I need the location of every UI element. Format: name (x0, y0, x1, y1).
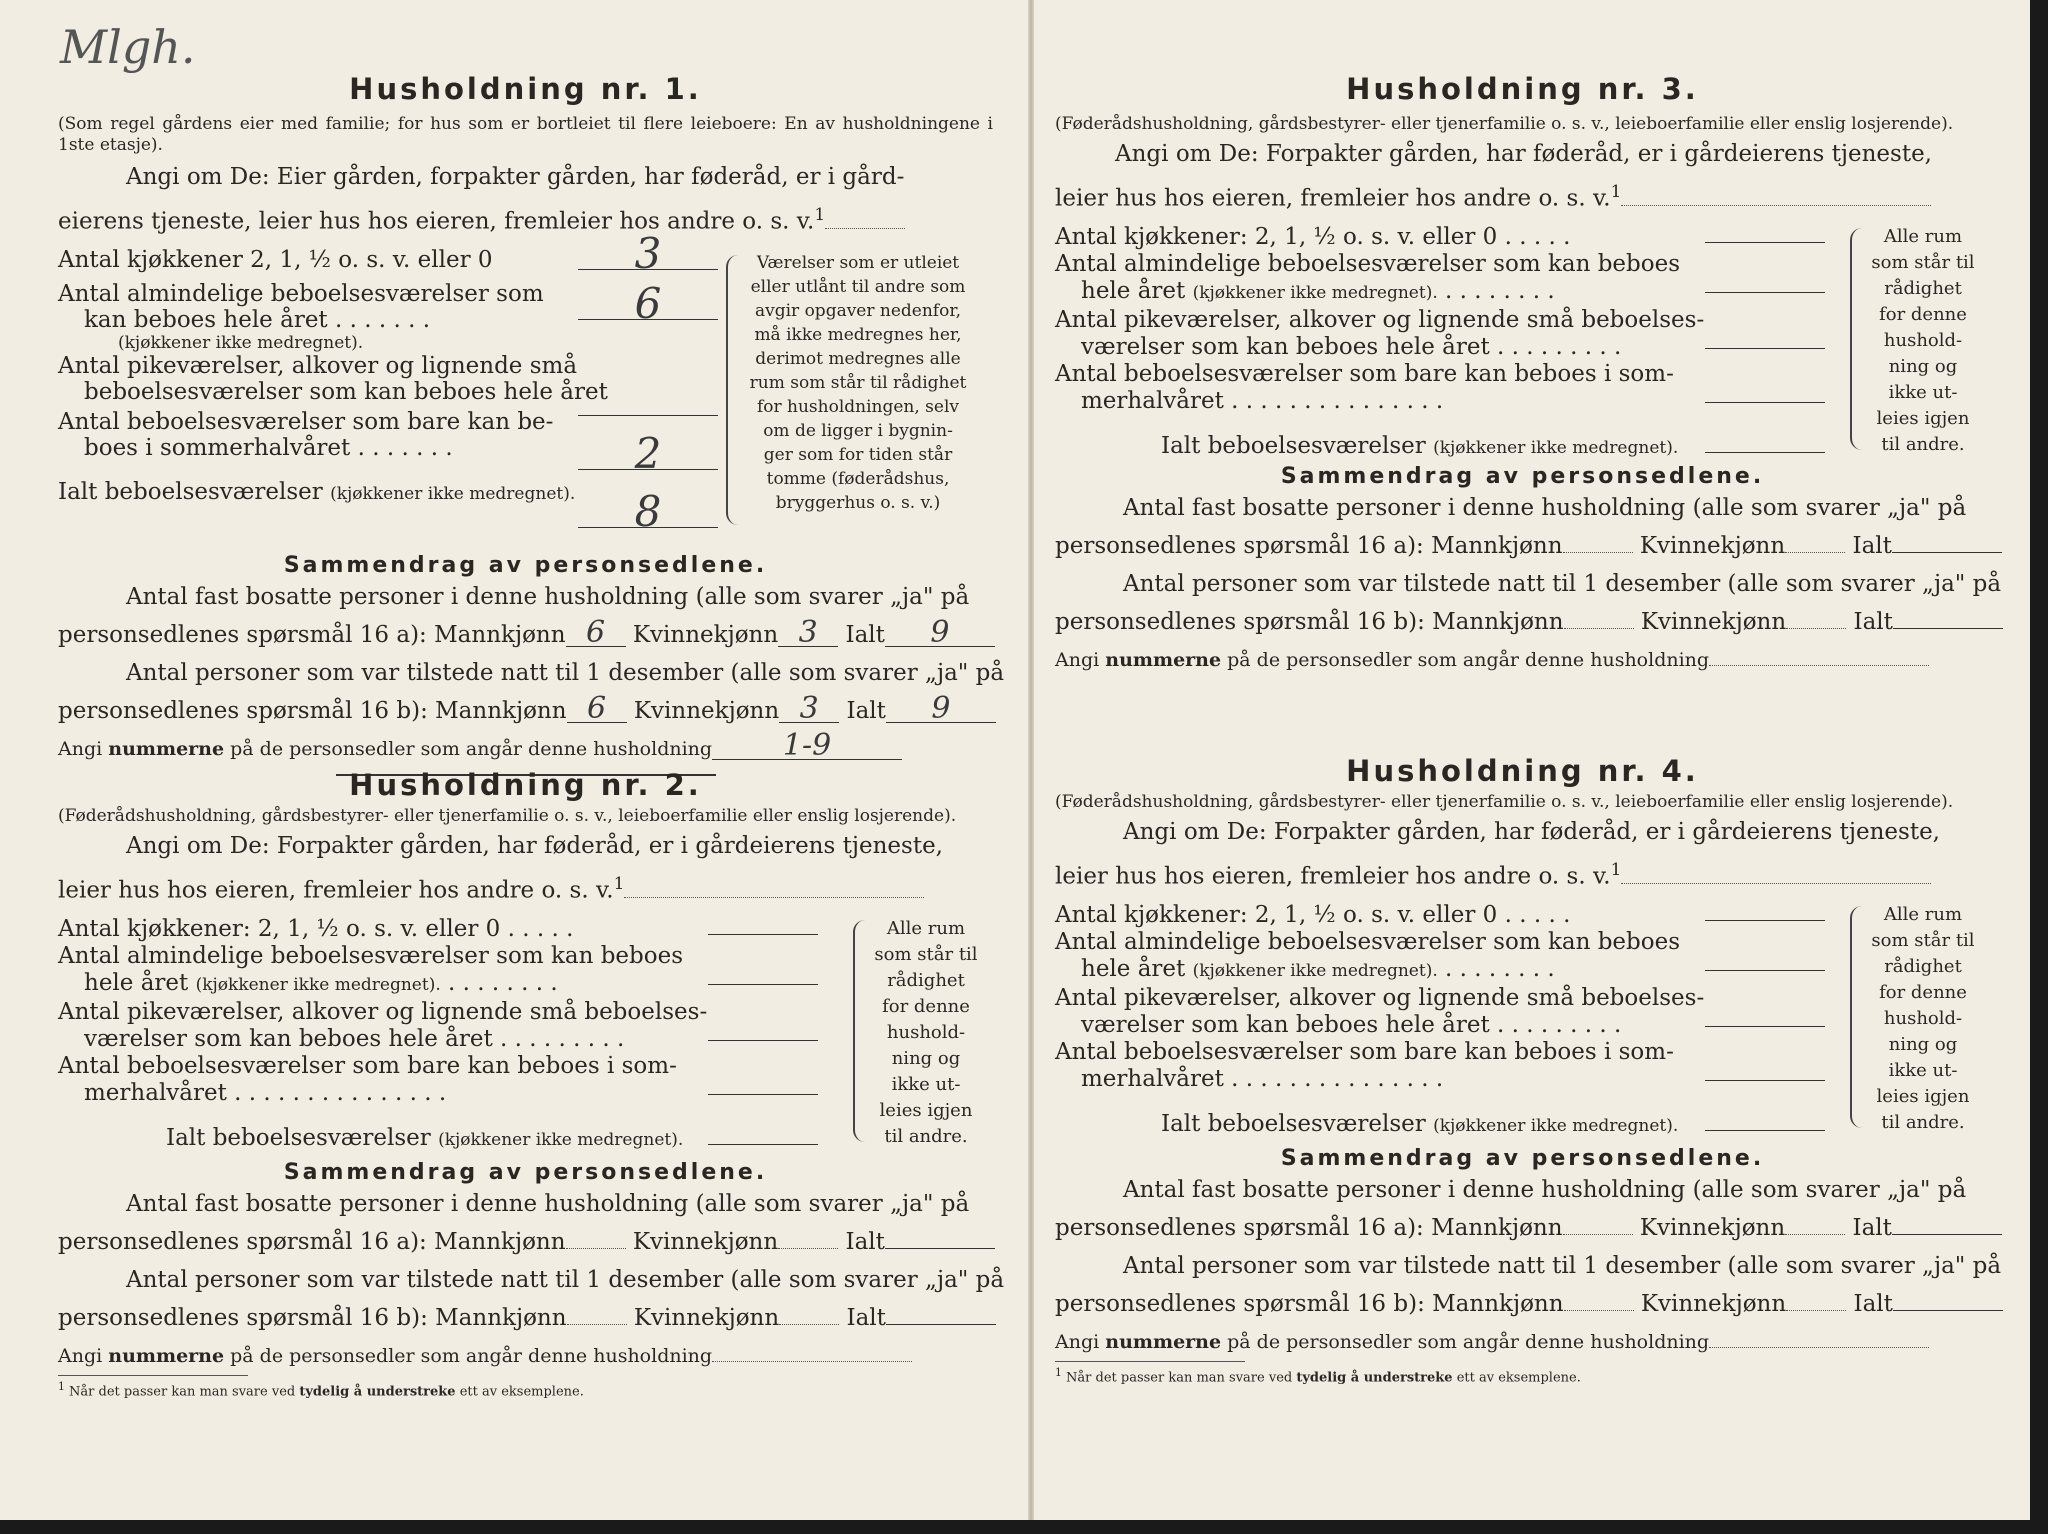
household-2-rooms-b-value[interactable] (708, 1020, 818, 1041)
household-3-a-total[interactable] (1892, 532, 2002, 553)
household-2-kitchens-value[interactable] (708, 914, 818, 935)
household-4-rooms-c-value[interactable] (1705, 1060, 1825, 1081)
household-1-total-value[interactable]: 8 (578, 497, 718, 528)
household-1-title: Husholdning nr. 1. (349, 72, 702, 106)
household-3-total-value[interactable] (1705, 432, 1825, 453)
household-2-side-note: Alle rum som står til rådighet for denne hushold- ning og ikke ut- leies igjen til andre. (874, 917, 978, 1147)
household-2-rooms-c-value[interactable] (708, 1074, 818, 1095)
household-1-kitchens-label: Antal kjøkkener 2, 1, ½ o. s. v. eller 0 (58, 246, 493, 273)
household-2: Husholdning nr. 2. (Føderådshusholdning, gårdsbestyrer- eller tjenerfamilie o. s. v., leieboerfamilie eller enslig losjerende). Angi om De: Forpakter gården, har føderåd, er i gårdeierens tjeneste, leier hus hos eieren, fremleier hos andre o. s. v.$^1$ Antal kjøkkener: 2, 1, ½ o. s. v. eller 0 . . . . . Antal almindelige beboelsesværelser som kan beboes hele året (kjøkkener ikke medregnet). . . . . . . . . Antal pikeværelser, alkover og lignende små beboelses- værelser som kan beboes hele året . . . . . . . . . Antal beboelsesværelser som bare kan beboes i som- merhalvåret . . . . . . . . . . . . . . . Ialt beboelsesværelser (kjøkkener ikke medregnet). Alle rum som står til rådighet for denne hushold- ning og ikke ut- leies igjen til andre. Sammendrag av personsedlene. Antal fast bosatte personer i denne husholdning (alle som svarer „ja" på personsedlenes spørsmål 16 a): Mannkjønn Kvinnekjønn Ialt Antal personer som var tilstede natt til 1 desember (alle som svarer „ja" på personsedlenes spørsmål 16 b): Mannkjønn Kvinnekjønn Ialt Angi nummerne på de personsedler som angår denne husholdning $^1$ Når det passer kan man svare ved tydelig å understreke ett av eksemplene. (58, 768, 1005, 1399)
household-4: Husholdning nr. 4. (Føderådshusholdning, gårdsbestyrer- eller tjenerfamilie o. s. v., leieboerfamilie eller enslig losjerende). Angi om De: Forpakter gården, har føderåd, er i gårdeierens tjeneste, leier hus hos eieren, fremleier hos andre o. s. v.$^1$ Antal kjøkkener: 2, 1, ½ o. s. v. eller 0 . . . . . Antal almindelige beboelsesværelser som kan beboes hele året (kjøkkener ikke medregnet). . . . . . . . . Antal pikeværelser, alkover og lignende små beboelses- værelser som kan beboes hele året . . . . . . . . . Antal beboelsesværelser som bare kan beboes i som- merhalvåret . . . . . . . . . . . . . . . Ialt beboelsesværelser (kjøkkener ikke medregnet). Alle rum som står til rådighet for denne hushold- ning og ikke ut- leies igjen til andre. Sammendrag av personsedlene. Antal fast bosatte personer i denne husholdning (alle som svarer „ja" på personsedlenes spørsmål 16 a): Mannkjønn Kvinnekjønn Ialt Antal personer som var tilstede natt til 1 desember (alle som svarer „ja" på personsedlenes spørsmål 16 b): Mannkjønn Kvinnekjønn Ialt Angi nummerne på de personsedler som angår denne husholdning $^1$ Når det passer kan man svare ved tydelig å understreke ett av eksemplene. (1055, 754, 2002, 1385)
household-1-sum-a: Antal fast bosatte personer i denne husholdning (alle som svarer „ja" på (126, 583, 970, 610)
angi-label: Angi om De: (126, 164, 270, 190)
household-1-numbers[interactable]: 1-9 (712, 733, 902, 760)
household-1-sum-b: Antal personer som var tilstede natt til 1 desember (alle som svarer „ja" på (126, 659, 1005, 686)
household-3-kitchens-value[interactable] (1705, 222, 1825, 243)
household-2-kitchens-label: Antal kjøkkener: 2, 1, ½ o. s. v. eller 0 (58, 915, 501, 942)
household-1-rooms-a-label-2: kan beboes hele året (84, 306, 328, 333)
household-1-rooms-c-label-2: boes i sommerhalvåret (84, 434, 351, 461)
household-3-side-note: Alle rum som står til rådighet for denne hushold- ning og ikke ut- leies igjen til andre. (1871, 225, 1975, 455)
household-1: Husholdning nr. 1. (Som regel gårdens eier med familie; for hus som er bortleiet til flere leieboere: En av husholdningene i 1ste etasje). Angi om De: Eier gården, forpakter gården, har føderåd, er i gård- eierens tjeneste, leier hus hos eieren, fremleier hos andre o. s. v.$^1$ Antal kjøkkener 2, 1, ½ o. s. v. eller 0 3 Antal almindelige beboelsesværelser som kan beboes hele året . . . . . . . 6 (kjøkkener ikke medregnet). Antal pikeværelser, alkover og lignende små beboelsesværelser som kan beboes hele året Antal beboelsesværelser som bare kan be- boes i sommerhalvåret . . . . . . . 2 Ialt beboelsesværelser (kjøkkener ikke medregnet). 8 Værelser som er utleiet eller utlånt til andre som avgir opgaver nedenfor, må ikke medregnes her, derimot medregnes alle rum som står til rådighet for husholdningen, selv om de ligger i bygnin- ger som for tiden står tomme (føderådshus, bryggerhus o. s. v.) Sammendrag av personsedlene. Antal fast bosatte personer i denne husholdning (alle som svarer „ja" på personsedlenes spørsmål 16 a): Mannkjønn 6 Kvinnekjønn 3 Ialt 9 Antal personer som var tilstede natt til 1 desember (alle som svarer „ja" på personsedlenes spørsmål 16 b): Mannkjønn 6 Kvinnekjønn 3 Ialt 9 Angi nummerne på de personsedler som angår denne husholdning 1-9 (58, 72, 993, 776)
household-1-total-label: Ialt beboelsesværelser (58, 478, 323, 505)
household-4-side-note: Alle rum som står til rådighet for denne hushold- ning og ikke ut- leies igjen til andre. (1871, 903, 1975, 1133)
household-1-rooms-c-value[interactable]: 2 (578, 439, 718, 470)
household-4-total-value[interactable] (1705, 1110, 1825, 1131)
household-1-rooms-b-value[interactable] (578, 395, 718, 416)
household-1-a-total[interactable]: 9 (885, 620, 995, 647)
household-1-rooms-b-label-2: beboelsesværelser som kan beboes hele året (84, 378, 608, 405)
brace (726, 255, 738, 525)
household-1-rooms-a-value[interactable]: 6 (578, 289, 718, 320)
household-4-rooms-a-value[interactable] (1705, 950, 1825, 971)
household-2-total-value[interactable] (708, 1124, 818, 1145)
household-2-title: Husholdning nr. 2. (349, 768, 702, 802)
household-1-angi-options-cont: eierens tjeneste, leier hus hos eieren, fremleier hos andre o. s. v. (58, 208, 815, 235)
brace (853, 920, 865, 1142)
household-4-rooms-b-value[interactable] (1705, 1006, 1825, 1027)
household-1-a-male[interactable]: 6 (566, 620, 626, 647)
household-1-rooms-c-label: Antal beboelsesværelser som bare kan be- (58, 408, 554, 435)
household-4-b-total[interactable] (1893, 1290, 2003, 1311)
household-4-a-total[interactable] (1892, 1214, 2002, 1235)
household-2-rooms-a-value[interactable] (708, 964, 818, 985)
household-2-b-total[interactable] (886, 1304, 996, 1325)
household-2-a-total[interactable] (885, 1228, 995, 1249)
footnote: $^1$ Når det passer kan man svare ved tydelig å understreke ett av eksemplene. (1055, 1365, 1581, 1385)
household-3-rooms-c-value[interactable] (1705, 382, 1825, 403)
page-fold (1028, 0, 1034, 1520)
household-2-summary-heading: Sammendrag av personsedlene. (283, 1159, 768, 1185)
footnote: $^1$ Når det passer kan man svare ved tydelig å understreke ett av eksemplene. (58, 1379, 584, 1399)
handwritten-signature: Mlgh. (60, 20, 196, 74)
household-1-b-male[interactable]: 6 (567, 696, 627, 723)
household-1-b-total[interactable]: 9 (886, 696, 996, 723)
household-3-note: (Føderådshusholdning, gårdsbestyrer- eller tjenerfamilie o. s. v., leieboerfamilie eller enslig losjerende). (1055, 114, 1954, 134)
household-3-b-total[interactable] (1893, 608, 2003, 629)
household-4-kitchens-value[interactable] (1705, 900, 1825, 921)
household-3-rooms-b-value[interactable] (1705, 328, 1825, 349)
household-1-side-note: Værelser som er utleiet eller utlånt til andre som avgir opgaver nedenfor, må ikke medregnes her, derimot medregnes alle rum som står til rådighet for husholdningen, selv om de ligger i bygnin- ger som for tiden står tomme (føderådshus, bryggerhus o. s. v.) (749, 252, 967, 513)
household-1-rooms-b-label: Antal pikeværelser, alkover og lignende små (58, 352, 578, 379)
household-4-title: Husholdning nr. 4. (1346, 754, 1699, 788)
household-3: Husholdning nr. 3. (Føderådshusholdning, gårdsbestyrer- eller tjenerfamilie o. s. v., leieboerfamilie eller enslig losjerende). Angi om De: Forpakter gården, har føderåd, er i gårdeierens tjeneste, leier hus hos eieren, fremleier hos andre o. s. v.$^1$ Antal kjøkkener: 2, 1, ½ o. s. v. eller 0 . . . . . Antal almindelige beboelsesværelser som kan beboes hele året (kjøkkener ikke medregnet). . . . . . . . . Antal pikeværelser, alkover og lignende små beboelses- værelser som kan beboes hele året . . . . . . . . . Antal beboelsesværelser som bare kan beboes i som- merhalvåret . . . . . . . . . . . . . . . Ialt beboelsesværelser (kjøkkener ikke medregnet). Alle rum som står til rådighet for denne hushold- ning og ikke ut- leies igjen til andre. Sammendrag av personsedlene. Antal fast bosatte personer i denne husholdning (alle som svarer „ja" på personsedlenes spørsmål 16 a): Mannkjønn Kvinnekjønn Ialt Antal personer som var tilstede natt til 1 desember (alle som svarer „ja" på personsedlenes spørsmål 16 b): Mannkjønn Kvinnekjønn Ialt Angi nummerne på de personsedler som angår denne husholdning (1055, 72, 2002, 671)
household-1-rooms-a-note: (kjøkkener ikke medregnet). (118, 332, 364, 353)
household-1-kitchens-value[interactable]: 3 (578, 239, 718, 270)
household-1-rooms-a-label: Antal almindelige beboelsesværelser som (58, 280, 544, 307)
household-4-note: (Føderådshusholdning, gårdsbestyrer- eller tjenerfamilie o. s. v., leieboerfamilie eller enslig losjerende). (1055, 792, 1954, 812)
household-3-rooms-a-value[interactable] (1705, 272, 1825, 293)
household-1-note: (Som regel gårdens eier med familie; for hus som er bortleiet til flere leieboere: En av husholdningene i 1ste etasje). (58, 114, 993, 155)
household-2-note: (Føderådshusholdning, gårdsbestyrer- eller tjenerfamilie o. s. v., leieboerfamilie eller enslig losjerende). (58, 806, 957, 826)
household-3-title: Husholdning nr. 3. (1346, 72, 1699, 106)
household-1-b-female[interactable]: 3 (779, 696, 839, 723)
household-1-angi-options: Eier gården, forpakter gården, har føderåd, er i gård- (276, 164, 905, 190)
household-1-a-female[interactable]: 3 (778, 620, 838, 647)
household-1-summary-heading: Sammendrag av personsedlene. (283, 552, 768, 578)
